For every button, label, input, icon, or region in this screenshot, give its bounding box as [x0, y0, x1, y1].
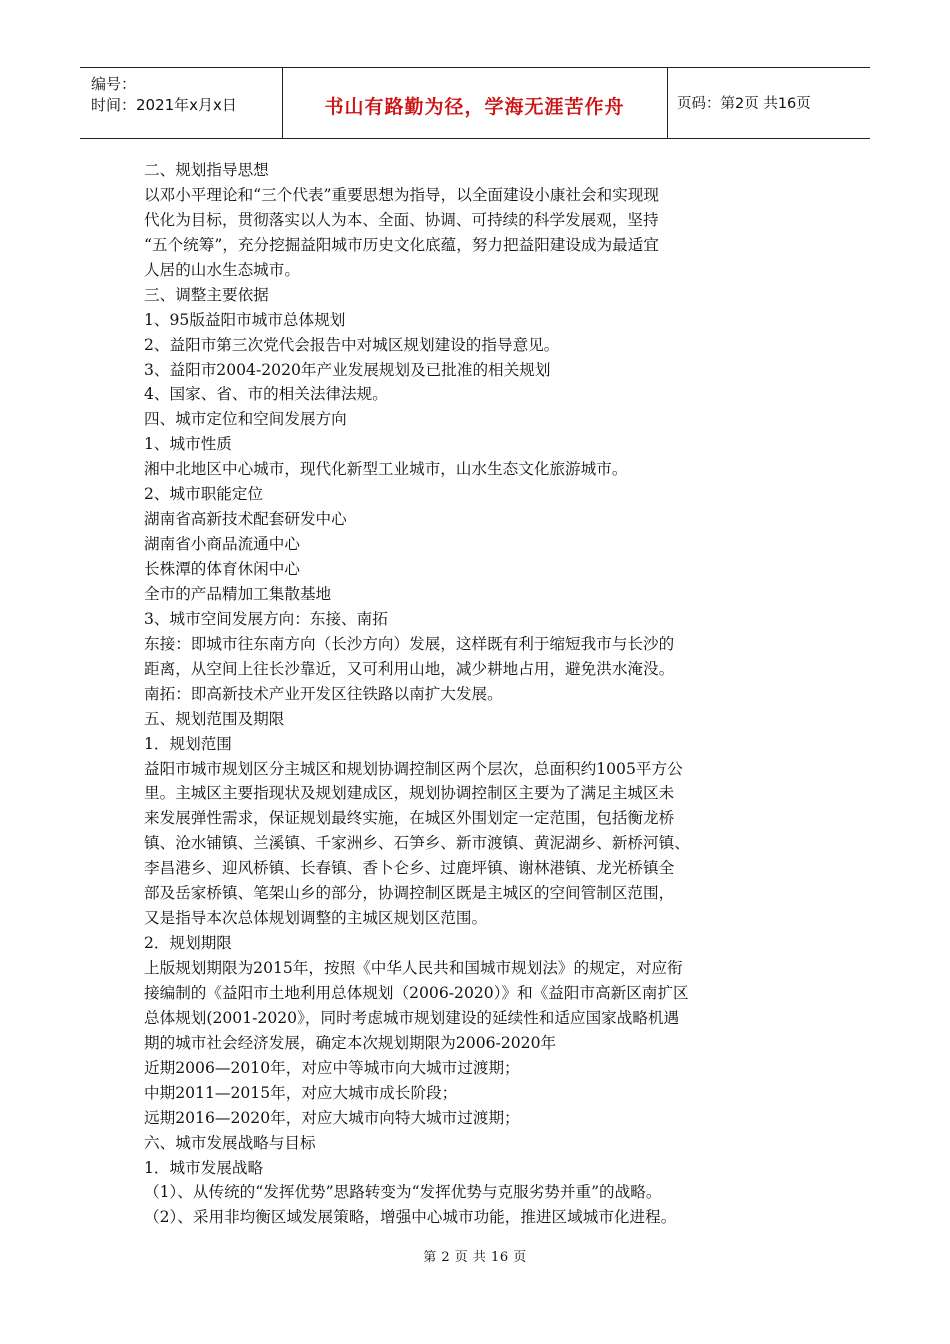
body-text-line: 距离，从空间上往长沙靠近，又可利用山地，减少耕地占用，避免洪水淹没。 — [144, 659, 675, 678]
header-meta-cell — [80, 68, 283, 138]
document-date-label: 时间：2021年x月x日 — [91, 96, 237, 114]
body-text-line: 远期2016—2020年，对应大城市向特大城市过渡期； — [144, 1108, 520, 1127]
body-text-line: 1．规划范围 — [144, 734, 232, 753]
body-text-line: “五个统筹”，充分挖掘益阳城市历史文化底蕴，努力把益阳建设成为最适宜 — [144, 235, 659, 254]
body-text-line: 又是指导本次总体规划调整的主城区规划区范围。 — [144, 909, 488, 928]
body-text-line: 3、城市空间发展方向：东接、南拓 — [144, 609, 388, 628]
page-header — [80, 67, 870, 139]
body-text-line: 近期2006—2010年，对应中等城市向大城市过渡期； — [144, 1058, 520, 1077]
body-text-line: 南拓：即高新技术产业开发区往铁路以南扩大发展。 — [144, 684, 503, 703]
body-text-line: 益阳市城市规划区分主城区和规划协调控制区两个层次，总面积约1005平方公 — [144, 759, 683, 778]
body-text-line: 部及岳家桥镇、笔架山乡的部分，协调控制区既是主城区的空间管制区范围， — [144, 884, 675, 903]
body-text-line: 五、规划范围及期限 — [144, 709, 285, 728]
body-text-line: 里。主城区主要指现状及规划建成区，规划协调控制区主要为了满足主城区未 — [144, 784, 675, 803]
body-text-line: 1、城市性质 — [144, 435, 232, 454]
body-text-line: 接编制的《益阳市土地利用总体规划（2006-2020）》和《益阳市高新区南扩区 — [144, 983, 689, 1002]
header-motto-cell — [282, 68, 668, 138]
body-text-line: 1．城市发展战略 — [144, 1158, 264, 1177]
body-text-line: 长株潭的体育休闲中心 — [144, 560, 300, 578]
body-text-line: 以邓小平理论和“三个代表”重要思想为指导，以全面建设小康社会和实现现 — [144, 185, 659, 204]
body-text-line: 二、规划指导思想 — [144, 161, 269, 179]
body-text-line: 湖南省小商品流通中心 — [144, 535, 300, 554]
body-text-line: 上版规划期限为2015年，按照《中华人民共和国城市规划法》的规定，对应衔 — [144, 959, 683, 977]
body-text-line: 2、城市职能定位 — [144, 485, 264, 504]
body-text-line: 全市的产品精加工集散基地 — [144, 584, 332, 603]
body-text-line: 六、城市发展战略与目标 — [144, 1133, 316, 1152]
body-text-line: 李昌港乡、迎风桥镇、长春镇、香卜仑乡、过鹿坪镇、谢林港镇、龙光桥镇全 — [144, 859, 675, 878]
header-page-info: 页码：第2页 共16页 — [677, 96, 811, 112]
page-footer: 第 2 页 共 16 页 — [423, 1250, 527, 1265]
body-text-line: 4、国家、省、市的相关法律法规。 — [144, 385, 388, 404]
body-text-line: 湖南省高新技术配套研发中心 — [144, 510, 347, 529]
body-text-line: 镇、沧水铺镇、兰溪镇、千家洲乡、石笋乡、新市渡镇、黄泥湖乡、新桥河镇、 — [144, 834, 690, 853]
body-text-line: 期的城市社会经济发展，确定本次规划期限为2006-2020年 — [144, 1033, 557, 1052]
body-text-line: 中期2011—2015年，对应大城市成长阶段； — [144, 1083, 458, 1102]
header-motto: 书山有路勤为径，学海无涯苦作舟 — [324, 96, 625, 118]
body-text-line: 代化为目标，贯彻落实以人为本、全面、协调、可持续的科学发展观，坚持 — [144, 210, 659, 229]
body-text-line: 3、益阳市2004-2020年产业发展规划及已批准的相关规划 — [144, 360, 551, 379]
body-text-line: 四、城市定位和空间发展方向 — [144, 410, 347, 429]
body-text-line: 总体规划(2001-2020》，同时考虑城市规划建设的延续性和适应国家战略机遇 — [144, 1008, 680, 1027]
body-text-line: 湘中北地区中心城市，现代化新型工业城市，山水生态文化旅游城市。 — [144, 460, 628, 479]
body-text-line: 三、调整主要依据 — [144, 285, 269, 304]
header-page-cell — [667, 68, 870, 138]
body-text-line: （1）、从传统的“发挥优势”思路转变为“发挥优势与克服劣势并重”的战略。 — [144, 1183, 662, 1202]
body-text-line: 2．规划期限 — [144, 934, 232, 953]
body-text-line: 1、95版益阳市城市总体规划 — [144, 310, 346, 329]
body-text-line: （2）、采用非均衡区域发展策略，增强中心城市功能，推进区域城市化进程。 — [144, 1208, 677, 1227]
document-body — [144, 158, 824, 1230]
body-text-line: 人居的山水生态城市。 — [144, 260, 300, 279]
body-text-line: 2、益阳市第三次党代会报告中对城区规划建设的指导意见。 — [144, 335, 560, 354]
document-number-label: 编号： — [91, 75, 137, 93]
body-text-line: 东接：即城市往东南方向（长沙方向）发展，这样既有利于缩短我市与长沙的 — [144, 634, 675, 653]
body-text-line: 来发展弹性需求，保证规划最终实施，在城区外围划定一定范围，包括衡龙桥 — [144, 809, 675, 828]
